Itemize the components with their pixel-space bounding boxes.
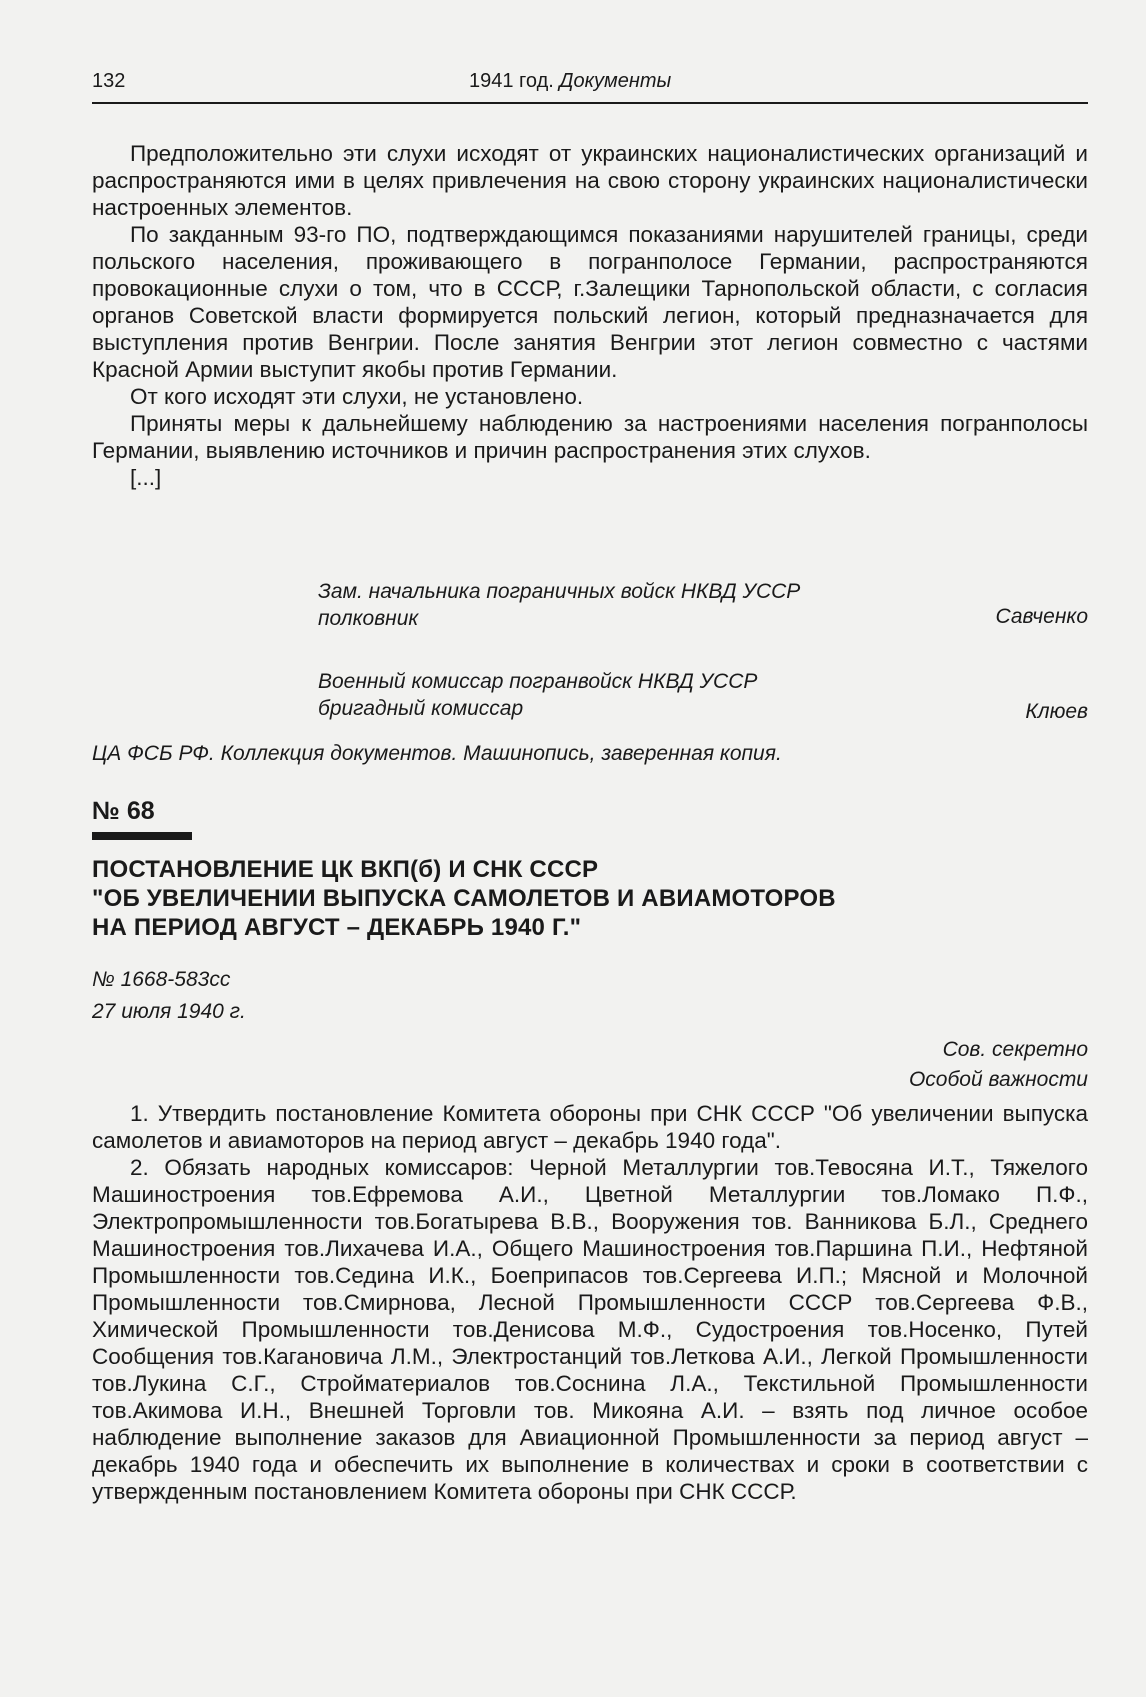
- heading-rule: [92, 832, 192, 840]
- signature-1-name: Савченко: [995, 605, 1088, 628]
- paragraph: По закданным 93-го ПО, подтверждающимся показаниями нарушителей границы, среди польского населения, проживающего в погранполосе Германии, распространяются провокационные слухи о том, что в СССР, г.Залещики Тарнопольской области, с согласия органов Советской власти формируется польский легион, который предназначается для выступления против Венгрии. После занятия Венгрии этот легион совместно с частями Красной Армии выступит якобы против Германии.: [92, 222, 1088, 382]
- document-date: 27 июля 1940 г.: [92, 1000, 246, 1023]
- signature-1-rank: полковник: [318, 607, 419, 630]
- signature-1-title: Зам. начальника пограничных войск НКВД УССР: [318, 580, 801, 603]
- signature-2-name: Клюев: [1025, 700, 1088, 723]
- running-title: [469, 70, 671, 93]
- page-number: 132: [92, 70, 126, 92]
- paragraph: Приняты меры к дальнейшему наблюдению за настроениями населения погранполосы Германии, выявлению источников и причин распространения этих слухов.: [92, 411, 1088, 463]
- running-title-year: 1941 год.: [469, 70, 554, 92]
- running-title-subtitle: Документы: [559, 70, 672, 92]
- signature-2-rank: бригадный комиссар: [318, 697, 524, 720]
- title-line: НА ПЕРИОД АВГУСТ – ДЕКАБРЬ 1940 Г.": [92, 914, 582, 941]
- previous-document-text: [92, 140, 1088, 491]
- classification-importance: Особой важности: [908, 1068, 1088, 1091]
- signature-2-title: Военный комиссар погранвойск НКВД УССР: [318, 670, 758, 693]
- paragraph: 2. Обязать народных комиссаров: Черной Металлургии тов.Тевосяна И.Т., Тяжелого Машиностроения тов.Ефремова А.И., Цветной Металлургии тов.Ломако П.Ф., Электропромышленности тов.Богатырева В.В., Вооружения тов. Ванникова Б.Л., Среднего Машиностроения тов.Лихачева И.А., Общего Машиностроения тов.Паршина П.И., Нефтяной Промышленности тов.Седина И.К., Боеприпасов тов.Сергеева И.П.; Мясной и Молочной Промышленности тов.Смирнова, Лесной Промышленности СССР тов.Сергеева Ф.В., Химической Промышленности тов.Денисова М.Ф., Судостроения тов.Носенко, Путей Сообщения тов.Кагановича Л.М., Электростанций тов.Леткова А.И., Легкой Промышленности тов.Лукина С.Г., Стройматериалов тов.Соснина Л.А., Текстильной Промышленности тов.Акимова И.Н., Внешней Торговли тов. Микояна А.И. – взять под личное особое наблюдение выполнение заказов для Авиационной Промышленности за период август – декабрь 1940 года и обеспечить их выполнение в количествах и сроки в соответствии с утвержденным постановлением Комитета обороны при СНК СССР.: [92, 1155, 1088, 1504]
- registration-number: № 1668-583сс: [92, 968, 231, 991]
- page-header: [92, 70, 1088, 104]
- title-line: "ОБ УВЕЛИЧЕНИИ ВЫПУСКА САМОЛЕТОВ И АВИАМОТОРОВ: [92, 885, 836, 912]
- document-number: № 68: [92, 797, 155, 825]
- archive-source: ЦА ФСБ РФ. Коллекция документов. Машинопись, заверенная копия.: [92, 742, 782, 765]
- document-body: [92, 1100, 1088, 1505]
- signature-1-position: [318, 578, 800, 632]
- paragraph: 1. Утвердить постановление Комитета обороны при СНК СССР "Об увеличении выпуска самолетов и авиамоторов на период август – декабрь 1940 года".: [92, 1101, 1088, 1153]
- paragraph: От кого исходят эти слухи, не установлено.: [130, 384, 584, 409]
- document-title: [92, 855, 1082, 942]
- omission-marker: [...]: [130, 465, 162, 490]
- classification-secret: Сов. секретно: [942, 1038, 1088, 1061]
- signature-2-position: [318, 668, 757, 722]
- title-line: ПОСТАНОВЛЕНИЕ ЦК ВКП(б) И СНК СССР: [92, 856, 599, 883]
- paragraph: Предположительно эти слухи исходят от украинских националистических организаций и распространяются ими в целях привлечения на свою сторону украинских националистически настроенных элементов.: [92, 141, 1088, 220]
